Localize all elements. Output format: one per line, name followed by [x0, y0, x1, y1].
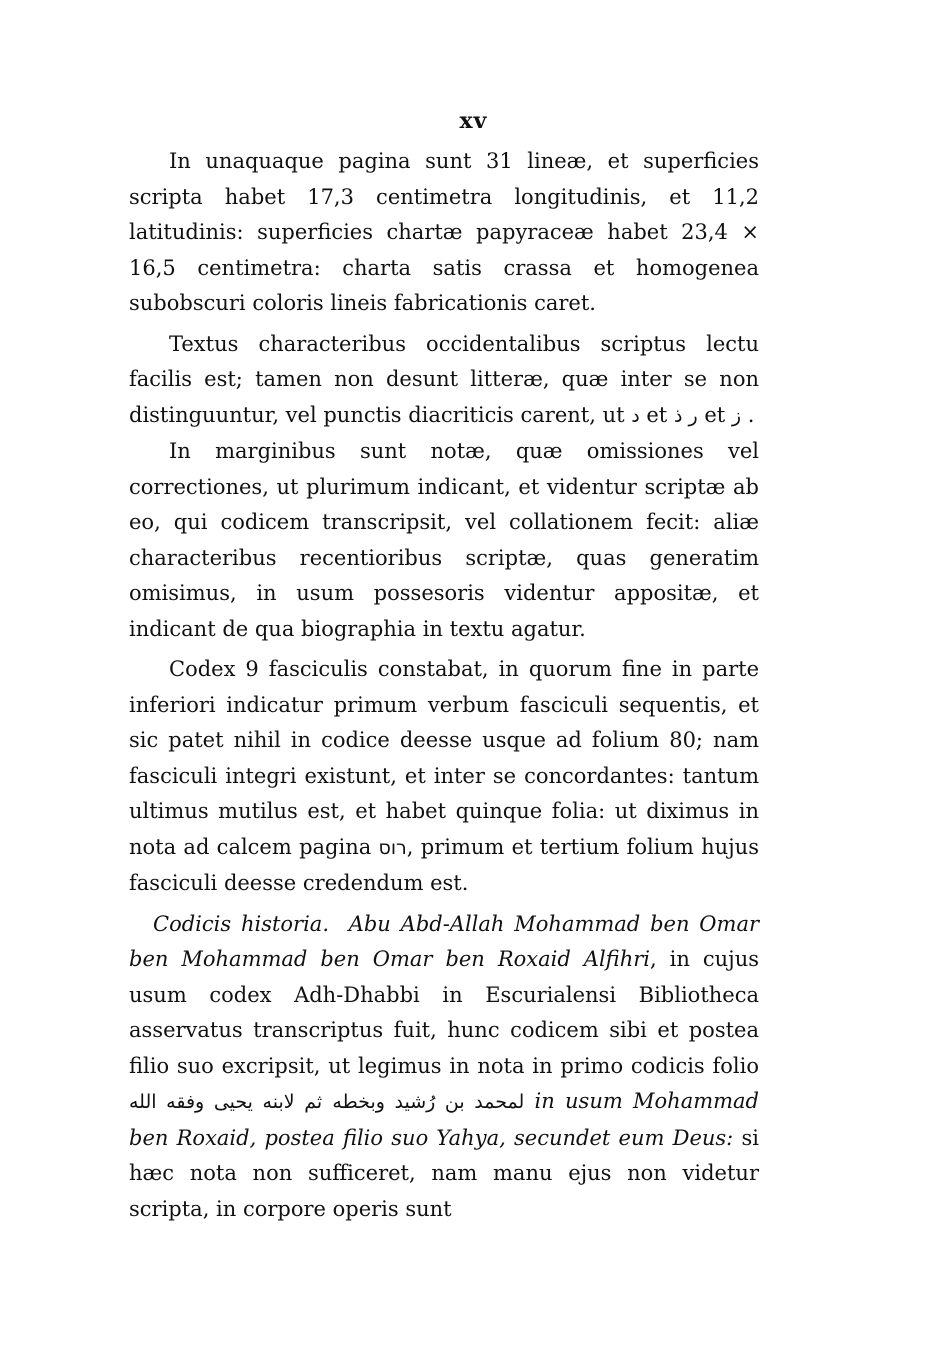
paragraph-5: [129, 907, 759, 1228]
paragraph-5-mid: , in cujus usum codex Adh-Dhabbi in Escurialensi Bibliotheca asservatus transcriptus fuit, hunc codicem sibi et postea filio suo excripsit, ut legimus in nota in primo codicis folio: [129, 947, 759, 1078]
conjunction-et: et: [704, 402, 726, 427]
page-number: xv: [459, 108, 488, 134]
section-heading: Codicis historia.: [153, 911, 330, 936]
arabic-letters-ra-dhal: ر ذ: [673, 404, 698, 427]
paragraph-2-end: .: [747, 402, 755, 427]
owner-name: Abu Abd-Allah Mohammad ben Omar ben Mohammad ben Omar ben Roxaid Alfihri: [129, 911, 759, 971]
paragraph-4-after: , primum et tertium folium hujus fasciculi deesse credendum est.: [129, 834, 759, 895]
arabic-letter-zay: ز: [731, 404, 742, 427]
paragraph-4: [129, 652, 759, 902]
arabic-note-part-1: لمحمد بن رُشيد وبخطه: [332, 1091, 525, 1113]
body-text: [129, 144, 759, 1227]
paragraph-5-end: si hæc nota non sufficeret, nam manu ejus non videtur scripta, in corpore operis sunt: [129, 1125, 759, 1221]
paragraph-2-text: Textus characteribus occidentalibus scriptus lectu facilis est; tamen non desunt litteræ, quæ inter se non distinguuntur, vel punctis diacriticis carent, ut: [129, 331, 759, 427]
note-translation: in usum Mohammad ben Roxaid, postea filio suo Yahya, secundet eum Deus:: [129, 1089, 760, 1150]
paragraph-1: In unaquaque pagina sunt 31 lineæ, et superficies scripta habet 17,3 centimetra longitudinis, et 11,2 latitudinis: superficies chartæ papyraceæ habet 23,4 × 16,5 centimetra: charta satis crassa et homogenea subobscuri coloris lineis fabricationis caret.: [129, 149, 759, 315]
arabic-note-part-2: ثم لابنه يحيى وفقه الله: [129, 1091, 323, 1113]
arabic-letter-dal: د: [631, 404, 640, 427]
paragraph-4-before: Codex 9 fasciculis constabat, in quorum fine in parte inferiori indicatur primum verbum fasciculi sequentis, et sic patet nihil in codice deesse usque ad folium 80; nam fasciculi integri existunt, et inter se concordantes: tantum ultimus mutilus est, et habet quinque folia: ut diximus in nota ad calcem pagina: [129, 657, 759, 859]
paragraph-2: [129, 327, 759, 435]
hebrew-page-ref: רוס: [378, 836, 407, 859]
paragraph-3: In marginibus sunt notæ, quæ omissiones vel correctiones, ut plurimum indicant, et videntur scriptæ ab eo, qui codicem transcripsit, vel collationem fecit: aliæ characteribus recentioribus scriptæ, quas generatim omisimus, in usum possesoris videntur appositæ, et indicant de qua biographia in textu agatur.: [129, 439, 759, 641]
conjunction-et: et: [646, 402, 668, 427]
